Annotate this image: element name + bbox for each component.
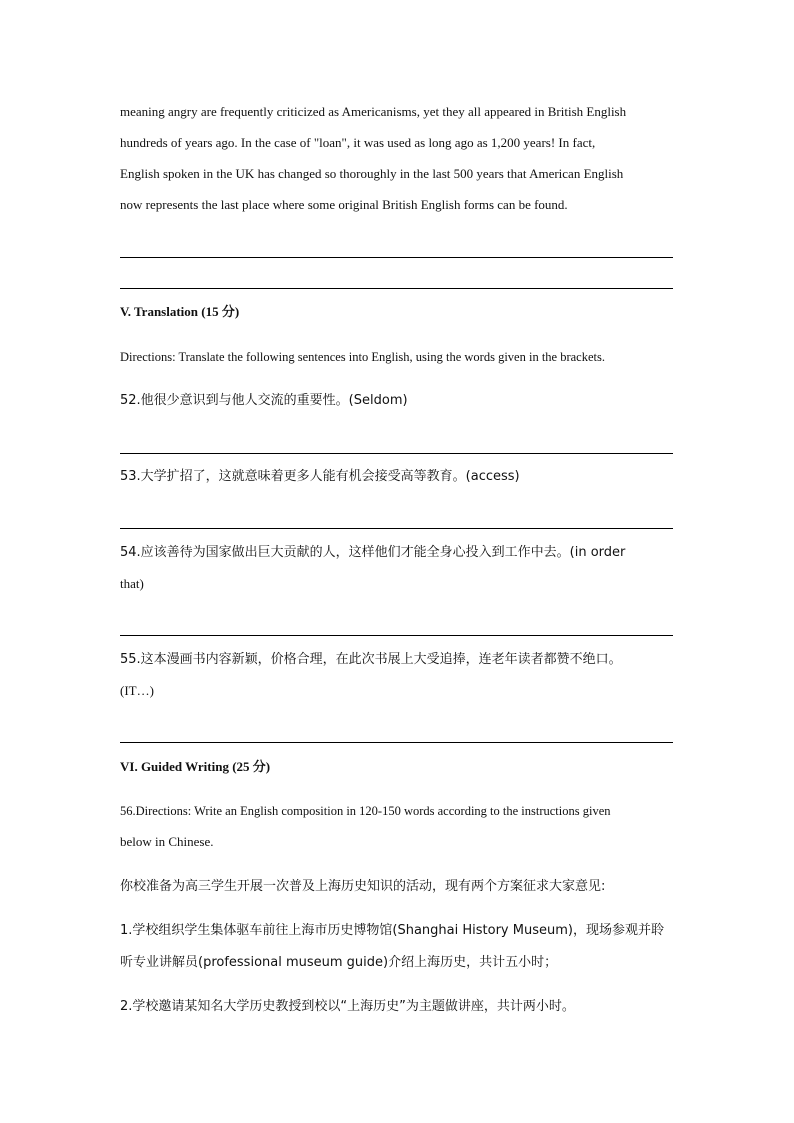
answer-line [120,742,673,743]
section-heading-writing: VI. Guided Writing (25 分) [120,759,271,774]
translation-item-53: 53.大学扩招了，这就意味着更多人能有机会接受高等教育。(access) [120,469,520,484]
passage-line: English spoken in the UK has changed so thoroughly in the last 500 years that American English [120,166,624,181]
translation-directions: Directions: Translate the following sentences into English, using the words given in the brackets. [120,350,605,364]
writing-intro: 你校准备为高三学生开展一次普及上海历史知识的活动，现有两个方案征求大家意见: [120,879,606,894]
translation-item-55-cont: (IT…) [120,683,154,698]
passage-line: meaning angry are frequently criticized as Americanisms, yet they all appeared in British English [120,104,627,119]
answer-line [120,528,673,529]
writing-directions: 56.Directions: Write an English composition in 120-150 words according to the instructions given [120,804,611,818]
writing-option-2: 2.学校邀请某知名大学历史教授到校以“上海历史”为主题做讲座，共计两小时。 [120,999,575,1014]
answer-line [120,635,673,636]
writing-option-1: 1.学校组织学生集体驱车前往上海市历史博物馆(Shanghai History Museum)，现场参观并聆 [120,923,664,938]
passage-line: now represents the last place where some original British English forms can be found. [120,197,568,212]
passage-line: hundreds of years ago. In the case of "loan", it was used as long ago as 1,200 years! In fact, [120,135,596,150]
translation-item-54: 54.应该善待为国家做出巨大贡献的人，这样他们才能全身心投入到工作中去。(in order [120,545,626,560]
answer-line [120,257,673,258]
writing-directions-cont: below in Chinese. [120,834,214,849]
writing-option-1-cont: 听专业讲解员(professional museum guide)介绍上海历史，共计五小时； [120,955,558,970]
section-heading-translation: V. Translation (15 分) [120,304,240,319]
answer-line [120,453,673,454]
translation-item-55: 55.这本漫画书内容新颖，价格合理，在此次书展上大受追捧，连老年读者都赞不绝口。 [120,652,622,667]
translation-item-52: 52.他很少意识到与他人交流的重要性。(Seldom) [120,393,408,408]
translation-item-54-cont: that) [120,576,144,591]
answer-line [120,288,673,289]
